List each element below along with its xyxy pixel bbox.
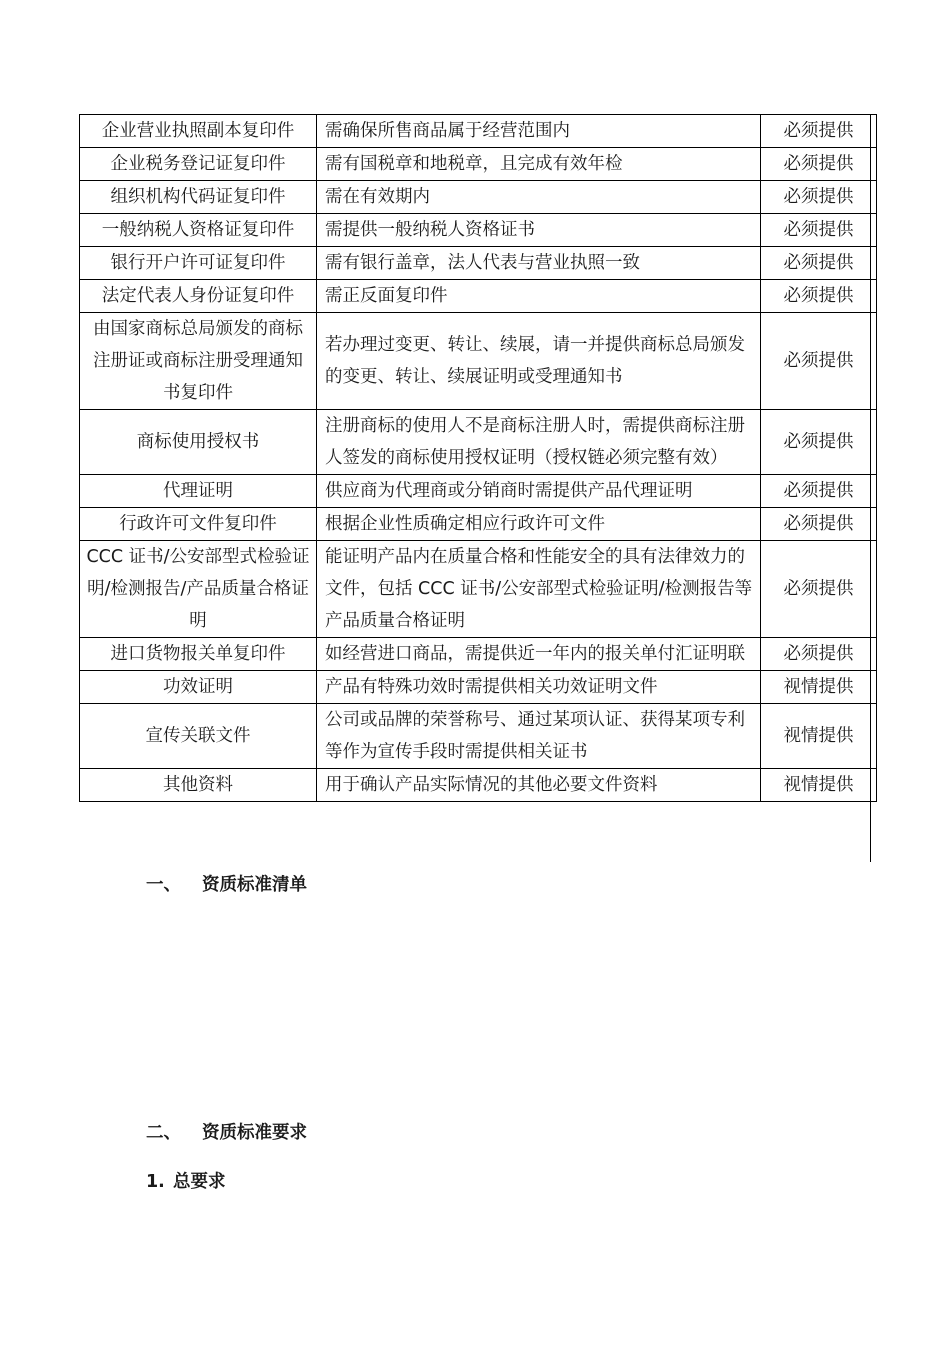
- status-cell: 必须提供: [761, 475, 877, 508]
- requirement-cell: 需提供一般纳税人资格证书: [317, 214, 761, 247]
- requirement-cell: 如经营进口商品，需提供近一年内的报关单付汇证明联: [317, 638, 761, 671]
- table-row: [80, 247, 877, 280]
- table-row: [80, 115, 877, 148]
- document-name-cell: 进口货物报关单复印件: [80, 638, 317, 671]
- status-cell: 必须提供: [761, 638, 877, 671]
- document-name-cell: 一般纳税人资格证复印件: [80, 214, 317, 247]
- requirement-cell: 注册商标的使用人不是商标注册人时，需提供商标注册人签发的商标使用授权证明（授权链必须完整有效）: [317, 410, 761, 475]
- document-name-cell: 组织机构代码证复印件: [80, 181, 317, 214]
- table-row: [80, 638, 877, 671]
- requirement-cell: 需有银行盖章，法人代表与营业执照一致: [317, 247, 761, 280]
- document-name-cell: 由国家商标总局颁发的商标注册证或商标注册受理通知书复印件: [80, 313, 317, 410]
- document-name-cell: 商标使用授权书: [80, 410, 317, 475]
- status-cell: 视情提供: [761, 769, 877, 802]
- status-cell: 视情提供: [761, 704, 877, 769]
- status-cell: 必须提供: [761, 410, 877, 475]
- document-name-cell: 代理证明: [80, 475, 317, 508]
- table-row: [80, 214, 877, 247]
- table-row: [80, 769, 877, 802]
- requirement-cell: 用于确认产品实际情况的其他必要文件资料: [317, 769, 761, 802]
- qualification-table: [79, 114, 877, 802]
- requirement-cell: 公司或品牌的荣誉称号、通过某项认证、获得某项专利等作为宣传手段时需提供相关证书: [317, 704, 761, 769]
- table-row: [80, 541, 877, 638]
- table-row: [80, 704, 877, 769]
- requirement-cell: 供应商为代理商或分销商时需提供产品代理证明: [317, 475, 761, 508]
- section-title: 资质标准要求: [202, 1123, 307, 1143]
- document-name-cell: 行政许可文件复印件: [80, 508, 317, 541]
- status-cell: 必须提供: [761, 214, 877, 247]
- table-row: [80, 181, 877, 214]
- document-name-cell: 企业营业执照副本复印件: [80, 115, 317, 148]
- status-cell: 必须提供: [761, 541, 877, 638]
- status-cell: 必须提供: [761, 181, 877, 214]
- document-name-cell: 企业税务登记证复印件: [80, 148, 317, 181]
- document-name-cell: 法定代表人身份证复印件: [80, 280, 317, 313]
- table-row: [80, 410, 877, 475]
- requirement-cell: 产品有特殊功效时需提供相关功效证明文件: [317, 671, 761, 704]
- section-heading-2: [146, 1121, 307, 1145]
- section-title: 资质标准清单: [202, 875, 307, 895]
- document-name-cell: 功效证明: [80, 671, 317, 704]
- status-cell: 必须提供: [761, 508, 877, 541]
- status-cell: 必须提供: [761, 148, 877, 181]
- requirement-cell: 需确保所售商品属于经营范围内: [317, 115, 761, 148]
- requirement-cell: 根据企业性质确定相应行政许可文件: [317, 508, 761, 541]
- requirement-cell: 需正反面复印件: [317, 280, 761, 313]
- document-name-cell: 其他资料: [80, 769, 317, 802]
- status-cell: 必须提供: [761, 313, 877, 410]
- section-heading-1: [146, 873, 307, 897]
- document-name-cell: 银行开户许可证复印件: [80, 247, 317, 280]
- section-number: 二、: [146, 1123, 181, 1143]
- table-row: [80, 475, 877, 508]
- requirement-cell: 能证明产品内在质量合格和性能安全的具有法律效力的文件，包括 CCC 证书/公安部型式检验证明/检测报告等产品质量合格证明: [317, 541, 761, 638]
- table-row: [80, 313, 877, 410]
- table-row: [80, 508, 877, 541]
- table-row: [80, 671, 877, 704]
- section-number: 一、: [146, 875, 181, 895]
- subsection-title: 总要求: [173, 1172, 226, 1192]
- requirement-cell: 需有国税章和地税章，且完成有效年检: [317, 148, 761, 181]
- document-name-cell: CCC 证书/公安部型式检验证明/检测报告/产品质量合格证明: [80, 541, 317, 638]
- requirement-cell: 若办理过变更、转让、续展，请一并提供商标总局颁发的变更、转让、续展证明或受理通知书: [317, 313, 761, 410]
- subsection-heading-1: [146, 1170, 226, 1194]
- status-cell: 必须提供: [761, 115, 877, 148]
- subsection-number: 1.: [146, 1172, 165, 1192]
- status-cell: 视情提供: [761, 671, 877, 704]
- status-cell: 必须提供: [761, 247, 877, 280]
- table-right-border: [870, 114, 871, 862]
- requirement-cell: 需在有效期内: [317, 181, 761, 214]
- status-cell: 必须提供: [761, 280, 877, 313]
- document-name-cell: 宣传关联文件: [80, 704, 317, 769]
- table-row: [80, 280, 877, 313]
- table-row: [80, 148, 877, 181]
